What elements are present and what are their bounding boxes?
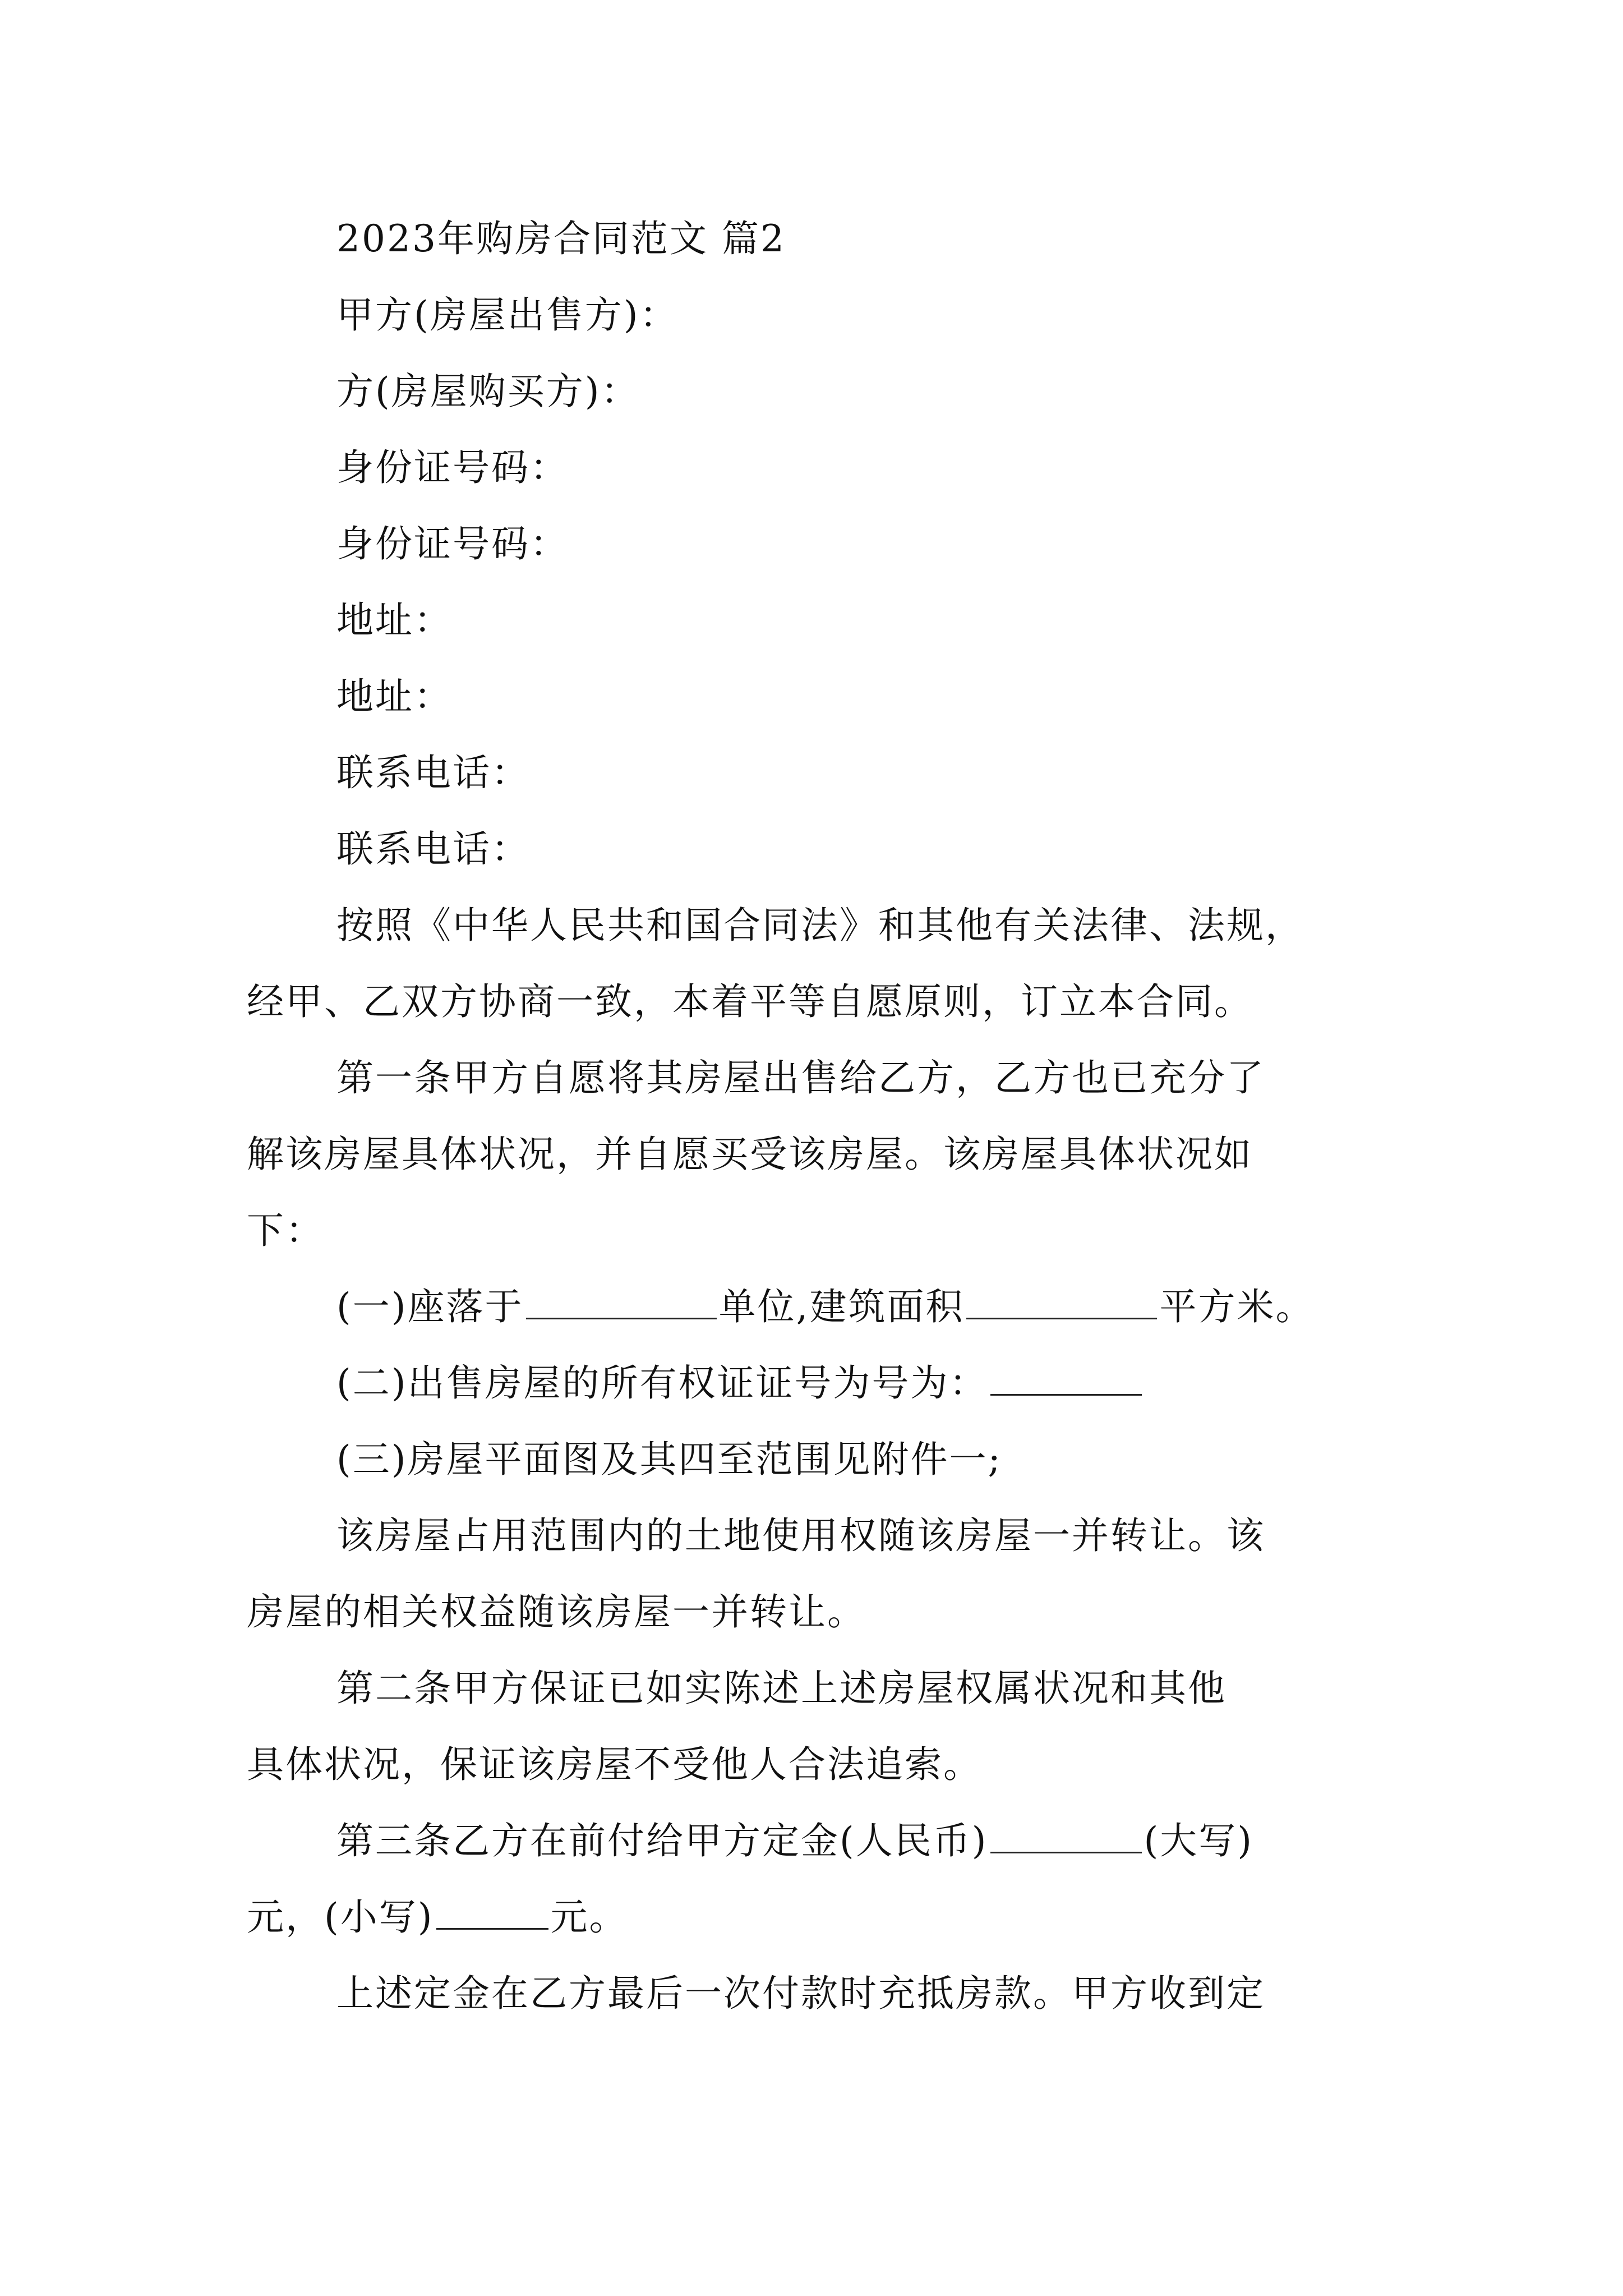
item-3-floor-plan: (三)房屋平面图及其四至范围见附件一;: [336, 1438, 1002, 1481]
party-a-id-label: 身份证号码：: [336, 446, 569, 489]
location-blank: [526, 1286, 717, 1319]
land-rights-line-1: 该房屋占用范围内的土地使用权随该房屋一并转让。该: [336, 1514, 1265, 1557]
party-b-id-label: 身份证号码：: [336, 522, 569, 565]
article-1-line-3: 下：: [247, 1209, 324, 1252]
deposit-uppercase-blank: [990, 1820, 1142, 1853]
deposit-lowercase-blank: [436, 1897, 548, 1930]
document-title: 2023年购房合同范文 篇2: [336, 217, 786, 260]
article-3-line-2: 元，(小写) 元。: [247, 1895, 628, 1939]
party-b-label: 方(房屋购买方)：: [336, 370, 640, 413]
intro-paragraph-line-1: 按照《中华人民共和国合同法》和其他有关法律、法规，: [336, 904, 1304, 947]
intro-paragraph-line-2: 经甲、乙双方协商一致，本着平等自愿原则，订立本合同。: [247, 980, 1253, 1023]
article-1-line-1: 第一条甲方自愿将其房屋出售给乙方，乙方也已充分了: [336, 1056, 1265, 1099]
party-b-phone-label: 联系电话：: [336, 827, 530, 871]
land-rights-line-2: 房屋的相关权益随该房屋一并转让。: [247, 1590, 866, 1634]
party-b-address-label: 地址：: [336, 675, 453, 718]
area-blank: [966, 1286, 1157, 1319]
article-2-line-1: 第二条甲方保证已如实陈述上述房屋权属状况和其他: [336, 1667, 1227, 1710]
party-a-label: 甲方(房屋出售方)：: [336, 293, 679, 337]
party-a-address-label: 地址：: [336, 599, 453, 642]
party-a-phone-label: 联系电话：: [336, 751, 530, 794]
article-1-line-2: 解该房屋具体状况，并自愿买受该房屋。该房屋具体状况如: [247, 1133, 1253, 1176]
certificate-number-blank: [990, 1363, 1142, 1396]
deposit-paragraph-line-1: 上述定金在乙方最后一次付款时充抵房款。甲方收到定: [336, 1972, 1265, 2015]
article-2-line-2: 具体状况，保证该房屋不受他人合法追索。: [247, 1743, 982, 1786]
item-1-location-area: (一)座落于 单位,建筑面积 平方米。: [336, 1285, 1315, 1328]
article-3-line-1: 第三条乙方在前付给甲方定金(人民币) (大写): [336, 1819, 1253, 1862]
item-2-certificate: (二)出售房屋的所有权证证号为号为：: [336, 1361, 1144, 1406]
